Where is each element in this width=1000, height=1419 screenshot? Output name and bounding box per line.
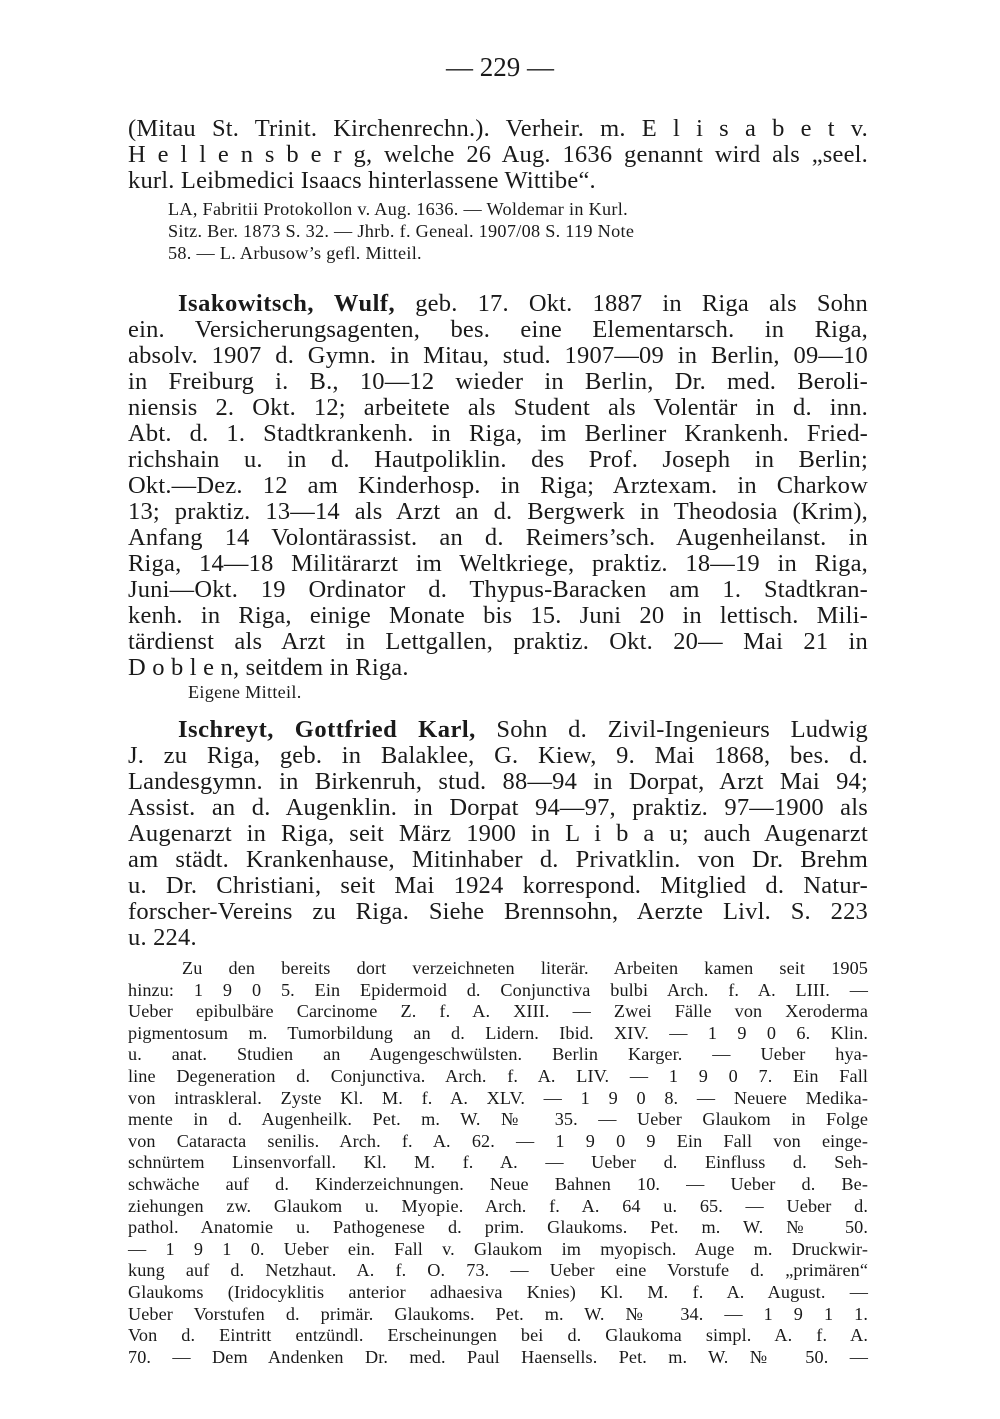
source-line: LA, Fabritii Protokollon v. Aug. 1636. — Woldemar in Kurl.: [168, 199, 628, 219]
continuation-paragraph: [128, 116, 868, 194]
text-line: richshain u. in d. Hautpoliklin. des Prof. Joseph in Berlin;: [128, 446, 868, 473]
works-line: ziehungen zw. Glaukom u. Myopie. Arch. f. A. 64 u. 65. — Ueber d.: [128, 1195, 868, 1216]
text-line: J. zu Riga, geb. in Balaklee, G. Kiew, 9. Mai 1868, bes. d.: [128, 742, 868, 769]
text-line: ein. Versicherungsagenten, bes. eine Elementarsch. in Riga,: [128, 316, 868, 343]
entry-isakowitsch-source: [0, 681, 1000, 703]
text-line: niensis 2. Okt. 12; arbeitete als Student als Volentär in d. inn.: [128, 394, 868, 421]
text-line: Juni—Okt. 19 Ordinator d. Thypus-Baracken am 1. Stadtkran-: [128, 576, 868, 603]
text-line: u. Dr. Christiani, seit Mai 1924 korrespond. Mitglied d. Natur-: [128, 872, 868, 899]
works-line: kung auf d. Netzhaut. A. f. O. 73. — Ueber eine Vorstufe d. „primären“: [128, 1260, 868, 1281]
text-line: Riga, 14—18 Militärarzt im Weltkriege, praktiz. 18—19 in Riga,: [128, 550, 868, 577]
entry-first-line-text: Sohn d. Zivil-Ingenieurs Ludwig: [496, 716, 868, 743]
source-line: Sitz. Ber. 1873 S. 32. — Jhrb. f. Geneal. 1907/08 S. 119 Note: [168, 221, 635, 241]
works-line: von intraskleral. Zyste Kl. M. f. A. XLV. — 1 9 0 8. — Neuere Medika-: [128, 1087, 868, 1108]
text-line: forscher-Vereins zu Riga. Siehe Brennsohn, Aerzte Livl. S. 223: [128, 898, 868, 925]
text-line: kenh. in Riga, einige Monate bis 15. Juni 20 in lettisch. Mili-: [128, 602, 868, 629]
text-line: Abt. d. 1. Stadtkrankenh. in Riga, im Berliner Krankenh. Fried-: [128, 420, 868, 447]
works-line: 70. — Dem Andenken Dr. med. Paul Haensells. Pet. m. W. № 50. —: [128, 1346, 868, 1367]
works-line: line Degeneration d. Conjunctiva. Arch. f. A. LIV. — 1 9 0 7. Ein Fall: [128, 1065, 868, 1086]
entry-ischreyt: [128, 717, 868, 951]
works-line: pathol. Anatomie u. Pathogenese d. prim. Glaukoms. Pet. m. W. № 50.: [128, 1217, 868, 1238]
text-line: H e l l e n s b e r g, welche 26 Aug. 1636 genannt wird als „seel.: [128, 141, 868, 168]
works-line: Von d. Eintritt entzündl. Erscheinungen bei d. Glaukoma simpl. A. f. A.: [128, 1325, 868, 1346]
works-line: Ueber epibulbäre Carcinome Z. f. A. XIII. — Zwei Fälle von Xeroderma: [128, 1001, 868, 1022]
text-line: Okt.—Dez. 12 am Kinderhosp. in Riga; Arztexam. in Charkow: [128, 472, 868, 499]
text-line: Assist. an d. Augenklin. in Dorpat 94—97, praktiz. 97—1900 als: [128, 794, 868, 821]
works-line: Ueber Vorstufen d. primär. Glaukoms. Pet. m. W. № 34. — 1 9 1 1.: [128, 1303, 868, 1324]
entry-first-line-text: geb. 17. Okt. 1887 in Riga als Sohn: [415, 290, 869, 317]
entry-name: Isakowitsch, Wulf,: [178, 290, 396, 317]
text-line: D o b l e n, seitdem in Riga.: [128, 654, 409, 681]
text-line: 13; praktiz. 13—14 als Arzt an d. Bergwerk in Theodosia (Krim),: [128, 498, 868, 525]
text-line: tärdienst als Arzt in Lettgallen, praktiz. Okt. 20— Mai 21 in: [128, 628, 868, 655]
text-line: kurl. Leibmedici Isaacs hinterlassene Wittibe“.: [128, 167, 596, 194]
works-line: von Cataracta senilis. Arch. f. A. 62. — 1 9 0 9 Ein Fall von einge-: [128, 1130, 868, 1151]
text-line: (Mitau St. Trinit. Kirchenrechn.). Verheir. m. E l i s a b e t v.: [128, 115, 868, 142]
source-line: 58. — L. Arbusow’s gefl. Mitteil.: [168, 243, 422, 263]
works-line: hinzu: 1 9 0 5. Ein Epidermoid d. Conjunctiva bulbi Arch. f. A. LIII. —: [128, 979, 868, 1000]
page-number: — 229 —: [446, 52, 554, 82]
entry-isakowitsch: [128, 291, 868, 681]
works-line: mente in d. Augenheilk. Pet. m. W. № 35. — Ueber Glaukom in Folge: [128, 1109, 868, 1130]
text-line: Landesgymn. in Birkenruh, stud. 88—94 in Dorpat, Arzt Mai 94;: [128, 768, 868, 795]
text-line: am städt. Krankenhause, Mitinhaber d. Privatklin. von Dr. Brehm: [128, 846, 868, 873]
text-line: Augenarzt in Riga, seit März 1900 in L i b a u; auch Augenarzt: [128, 820, 868, 847]
works-line: — 1 9 1 0. Ueber ein. Fall v. Glaukom im myopisch. Auge m. Druckwir-: [128, 1238, 868, 1259]
works-line: schwäche auf d. Kinderzeichnungen. Neue Bahnen 10. — Ueber d. Be-: [128, 1173, 868, 1194]
entry-first-line: [128, 291, 868, 317]
source-line: Eigene Mitteil.: [188, 682, 302, 702]
works-line: Zu den bereits dort verzeichneten literär. Arbeiten kamen seit 1905: [182, 958, 868, 978]
text-line: absolv. 1907 d. Gymn. in Mitau, stud. 1907—09 in Berlin, 09—10: [128, 342, 868, 369]
entry-name: Ischreyt, Gottfried Karl,: [178, 716, 476, 743]
continuation-sources: [0, 198, 1000, 264]
entry-first-line: [128, 717, 868, 743]
works-line: Glaukoms (Iridocyklitis anterior adhaesiva Knies) Kl. M. f. A. August. —: [128, 1281, 868, 1302]
works-line: u. anat. Studien an Augengeschwülsten. Berlin Karger. — Ueber hya-: [128, 1044, 868, 1065]
text-line: in Freiburg i. B., 10—12 wieder in Berlin, Dr. med. Beroli-: [128, 368, 868, 395]
entry-ischreyt-works: [128, 958, 868, 1368]
text-line: Anfang 14 Volontärassist. an d. Reimers’sch. Augenheilanst. in: [128, 524, 868, 551]
works-line: pigmentosum m. Tumorbildung an d. Lidern. Ibid. XIV. — 1 9 0 6. Klin.: [128, 1022, 868, 1043]
works-line: schnürtem Linsenvorfall. Kl. M. f. A. — Ueber d. Einfluss d. Seh-: [128, 1152, 868, 1173]
text-line: u. 224.: [128, 924, 197, 951]
